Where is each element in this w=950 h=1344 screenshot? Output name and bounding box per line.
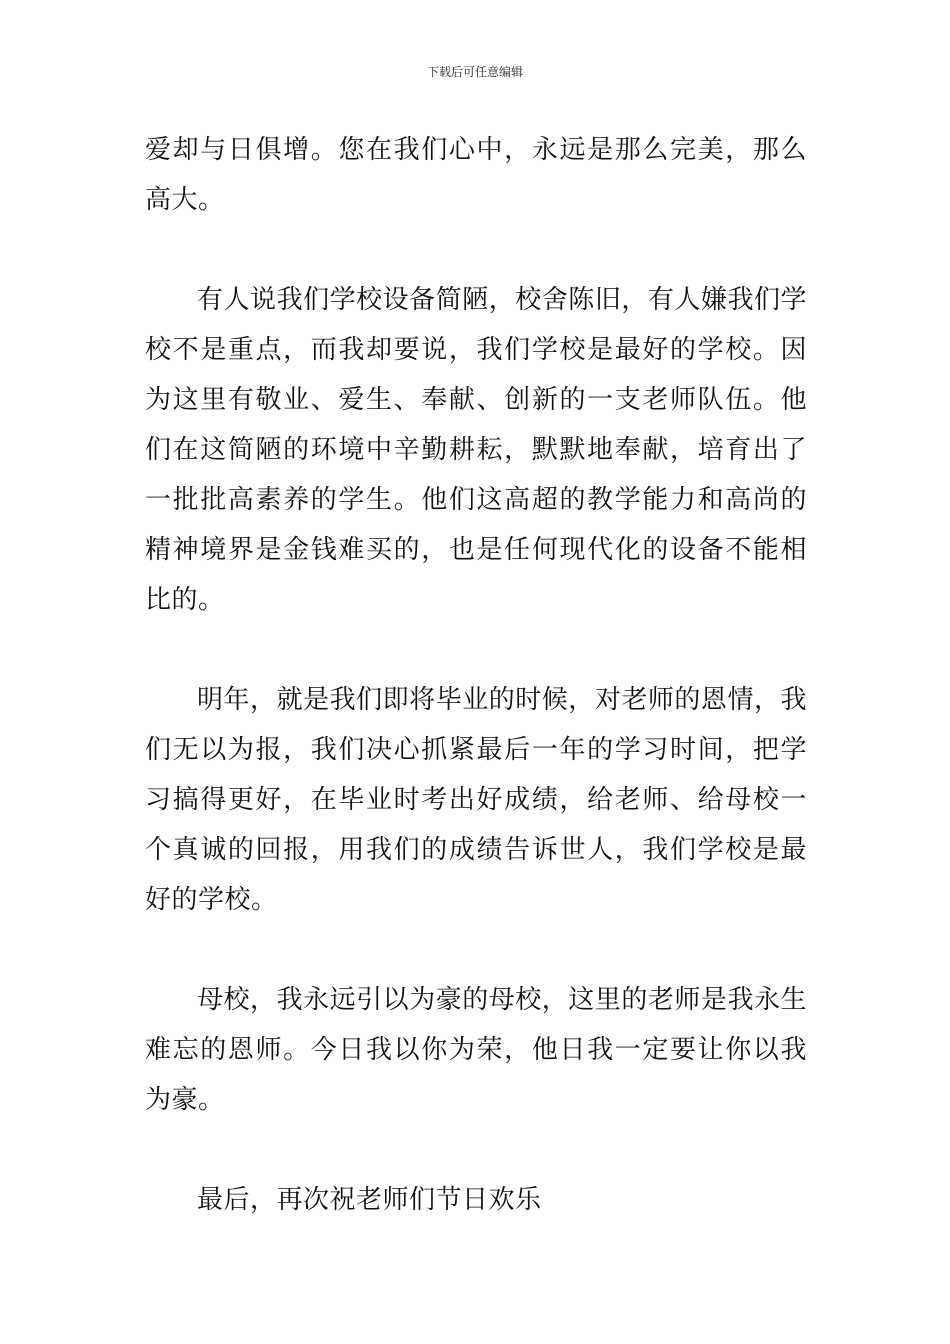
paragraph-graduation: 明年，就是我们即将毕业的时候，对老师的恩情，我们无以为报，我们决心抓紧最后一年的学习时间，把学习搞得更好，在毕业时考出好成绩，给老师、给母校一个真诚的回报，用我们的成绩告诉世人，我们学校是最好的学校。 [145,685,807,915]
paragraph-closing: 最后，再次祝老师们节日欢乐 [197,1185,542,1215]
page-header: 下载后可任意编辑 [426,65,523,79]
document-body [145,125,807,1225]
paragraph-continuation: 爱却与日俱增。您在我们心中，永远是那么完美，那么高大。 [145,135,807,215]
paragraph-alma-mater: 母校，我永远引以为豪的母校，这里的老师是我永生难忘的恩师。今日我以你为荣，他日我一定要让你以我为豪。 [145,985,807,1115]
paragraph-school: 有人说我们学校设备简陋，校舍陈旧，有人嫌我们学校不是重点，而我却要说，我们学校是最好的学校。因为这里有敬业、爱生、奉献、创新的一支老师队伍。他们在这简陋的环境中辛勤耕耘，默默地奉献，培育出了一批批高素养的学生。他们这高超的教学能力和高尚的精神境界是金钱难买的，也是任何现代化的设备不能相比的。 [145,285,807,615]
